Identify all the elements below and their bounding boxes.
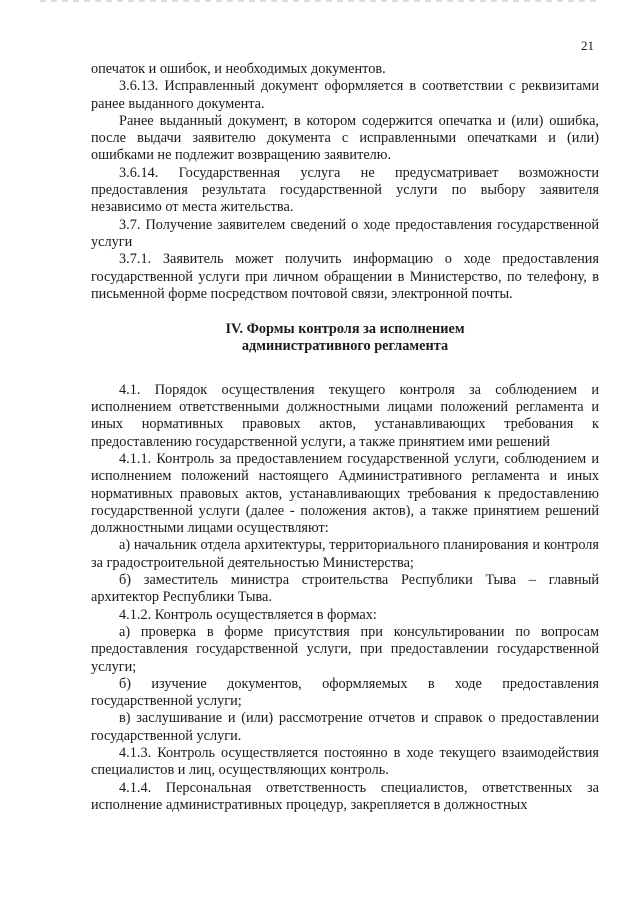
paragraph: а) начальник отдела архитектуры, территориального планирования и контроля за градостроительной деятельностью Министерства; <box>91 537 599 571</box>
paragraphs-after-section <box>91 382 599 814</box>
section-heading-line2: административного регламента <box>241 338 449 355</box>
paragraphs-before-section <box>91 61 599 303</box>
paragraph: б) изучение документов, оформляемых в ходе предоставления государственной услуги; <box>91 675 599 710</box>
document-body <box>91 61 599 814</box>
paragraph: 4.1.1. Контроль за предоставлением государственной услуги, соблюдением и исполнением положений настоящего Административного регламента и иных нормативных правовых актов, устанавливающих требования к предоставлению государственной услуги (далее - положения актов), а также принятием решений должностными лицами осуществляют: <box>91 450 599 537</box>
paragraph: 3.6.13. Исправленный документ оформляется в соответствии с реквизитами ранее выданного документа. <box>91 78 599 112</box>
paragraph: а) проверка в форме присутствия при консультировании по вопросам предоставления государственной услуги, при предоставлении государственной услуги; <box>91 623 599 675</box>
scan-top-edge <box>40 0 600 2</box>
paragraph: в) заслушивание и (или) рассмотрение отчетов и справок о предоставлении государственной услуги. <box>91 710 599 744</box>
section-heading <box>91 321 599 356</box>
paragraph: 4.1.4. Персональная ответственность специалистов, ответственных за исполнение административных процедур, закрепляется в должностных <box>91 779 599 813</box>
paragraph: Ранее выданный документ, в котором содержится опечатка и (или) ошибка, после выдачи заявителю документа с исправленными опечатками и (или) ошибками не подлежит возвращению заявителю. <box>91 112 599 164</box>
paragraph: 3.7.1. Заявитель может получить информацию о ходе предоставления государственной услуги при личном обращении в Министерство, по телефону, в письменной форме посредством почтовой связи, электронной почты. <box>91 251 599 302</box>
paragraph: 4.1.3. Контроль осуществляется постоянно в ходе текущего взаимодействия специалистов и лиц, осуществляющих контроль. <box>91 744 599 779</box>
paragraph: 3.7. Получение заявителем сведений о ходе предоставления государственной услуги <box>91 216 599 250</box>
paragraph: опечаток и ошибок, и необходимых документов. <box>91 61 386 77</box>
paragraph: 3.6.14. Государственная услуга не предусматривает возможности предоставления результата государственной услуги по выбору заявителя независимо от места жительства. <box>91 164 599 216</box>
paragraph: 4.1. Порядок осуществления текущего контроля за соблюдением и исполнением ответственными должностными лицами положений регламента и иных нормативных правовых актов, устанавливающих требования к предоставлению государственной услуги, а также принятием ими решений <box>91 381 599 450</box>
paragraph: б) заместитель министра строительства Республики Тыва – главный архитектор Республики Тыва. <box>91 572 599 606</box>
paragraph: 4.1.2. Контроль осуществляется в формах: <box>119 606 377 623</box>
page-number: 21 <box>581 38 594 53</box>
section-heading-line1: IV. Формы контроля за исполнением <box>225 321 465 338</box>
